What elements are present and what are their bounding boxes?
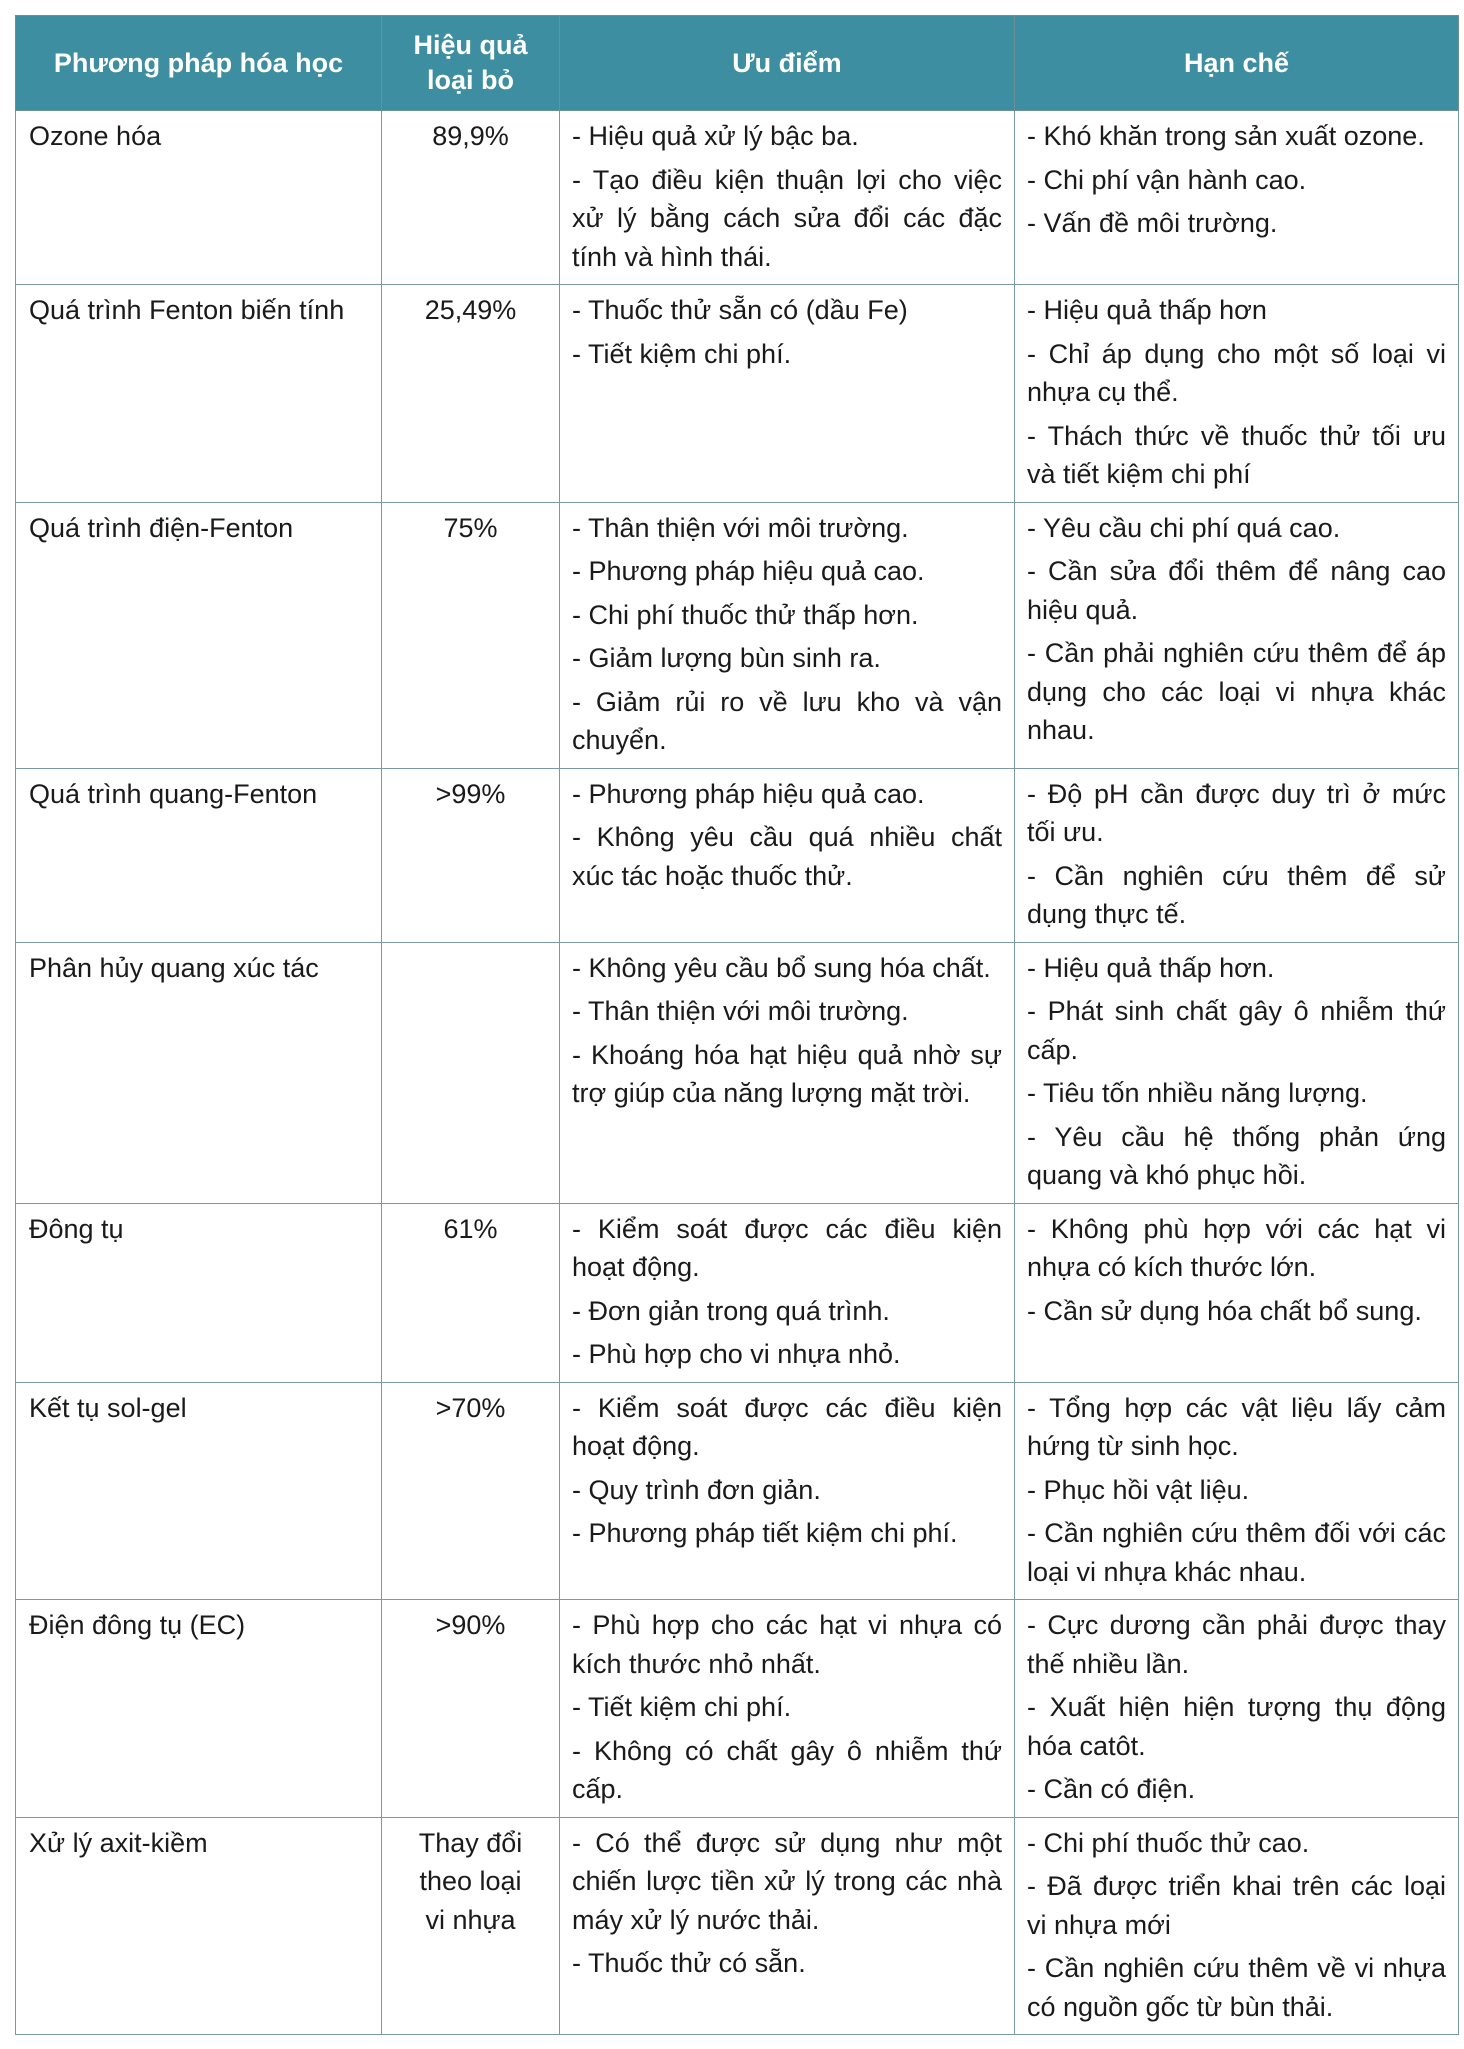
limitations-cell: [1015, 1817, 1459, 2035]
advantage-item: - Chi phí thuốc thử thấp hơn.: [572, 599, 919, 630]
advantage-item: - Kiểm soát được các điều kiện hoạt động.: [572, 1392, 1002, 1461]
advantage-item: - Thân thiện với môi trường.: [572, 512, 909, 543]
limitation-item: - Cần nghiên cứu thêm đối với các loại vi nhựa khác nhau.: [1027, 1518, 1446, 1587]
advantage-item: - Giảm lượng bùn sinh ra.: [572, 643, 881, 673]
limitation-item: - Yêu cầu chi phí quá cao.: [1027, 512, 1341, 543]
advantage-item: - Thuốc thử sẵn có (dầu Fe): [572, 295, 908, 325]
header-efficiency-line2: loại bỏ: [427, 65, 514, 95]
advantage-item: - Thân thiện với môi trường.: [572, 996, 909, 1026]
method-cell: Kết tụ sol-gel: [16, 1382, 382, 1600]
limitations-cell: [1015, 1600, 1459, 1818]
advantage-item: - Thuốc thử có sẵn.: [572, 1948, 806, 1978]
advantage-item: - Phù hợp cho vi nhựa nhỏ.: [572, 1339, 901, 1369]
limitation-item: - Hiệu quả thấp hơn: [1027, 295, 1267, 325]
limitations-cell: [1015, 1382, 1459, 1600]
advantages-cell: [560, 942, 1015, 1203]
advantage-item: - Phương pháp tiết kiệm chi phí.: [572, 1518, 958, 1548]
header-method: Phương pháp hóa học: [16, 16, 382, 111]
limitation-item: - Khó khăn trong sản xuất ozone.: [1027, 121, 1425, 151]
efficiency-cell: [382, 942, 560, 1203]
method-cell: Điện đông tụ (EC): [16, 1600, 382, 1818]
table-body: [16, 111, 1459, 2035]
limitation-item: - Độ pH cần được duy trì ở mức tối ưu.: [1027, 778, 1446, 847]
efficiency-cell: >90%: [382, 1600, 560, 1818]
limitation-item: - Vấn đề môi trường.: [1027, 208, 1278, 238]
limitation-item: - Cần sử dụng hóa chất bổ sung.: [1027, 1295, 1422, 1326]
advantage-item: - Không có chất gây ô nhiễm thứ cấp.: [572, 1735, 1002, 1804]
limitation-item: - Phục hồi vật liệu.: [1027, 1474, 1250, 1505]
limitations-cell: [1015, 942, 1459, 1203]
method-cell: Xử lý axit-kiềm: [16, 1817, 382, 2035]
comparison-table-container: [15, 15, 1458, 2035]
advantages-cell: [560, 285, 1015, 503]
advantages-cell: [560, 1203, 1015, 1382]
advantage-item: - Đơn giản trong quá trình.: [572, 1295, 890, 1326]
limitation-item: - Cần nghiên cứu thêm để sử dụng thực tế.: [1027, 860, 1446, 929]
limitation-item: - Cần sửa đổi thêm để nâng cao hiệu quả.: [1027, 556, 1446, 625]
efficiency-line: Thay đổi: [418, 1827, 523, 1858]
advantage-item: - Tiết kiệm chi phí.: [572, 1692, 792, 1722]
advantage-item: - Phương pháp hiệu quả cao.: [572, 556, 925, 586]
table-row: [16, 1382, 1459, 1600]
advantage-item: - Kiểm soát được các điều kiện hoạt động.: [572, 1213, 1002, 1282]
limitation-item: - Hiệu quả thấp hơn.: [1027, 952, 1275, 983]
header-row: [16, 16, 1459, 111]
efficiency-line: vi nhựa: [425, 1904, 516, 1935]
limitations-cell: [1015, 768, 1459, 942]
efficiency-cell: [382, 1817, 560, 2035]
header-advantages: Ưu điểm: [560, 16, 1015, 111]
chemical-methods-table: [15, 15, 1459, 2035]
limitation-item: - Chi phí vận hành cao.: [1027, 164, 1307, 195]
table-row: [16, 942, 1459, 1203]
table-row: [16, 768, 1459, 942]
limitation-item: - Cần nghiên cứu thêm về vi nhựa có nguồn gốc từ bùn thải.: [1027, 1953, 1446, 2022]
limitation-item: - Yêu cầu hệ thống phản ứng quang và khó phục hồi.: [1027, 1121, 1446, 1190]
advantages-cell: [560, 1817, 1015, 2035]
advantage-item: - Khoáng hóa hạt hiệu quả nhờ sự trợ giúp của năng lượng mặt trời.: [572, 1039, 1002, 1108]
header-limitations: Hạn chế: [1015, 16, 1459, 111]
limitation-item: - Thách thức về thuốc thử tối ưu và tiết kiệm chi phí: [1027, 420, 1446, 489]
limitation-item: - Tiêu tốn nhiều năng lượng.: [1027, 1078, 1368, 1108]
efficiency-cell: 61%: [382, 1203, 560, 1382]
efficiency-cell: 25,49%: [382, 285, 560, 503]
limitation-item: - Tổng hợp các vật liệu lấy cảm hứng từ sinh học.: [1027, 1392, 1446, 1461]
efficiency-line: theo loại: [419, 1866, 522, 1896]
advantages-cell: [560, 768, 1015, 942]
table-row: [16, 502, 1459, 768]
table-row: [16, 1817, 1459, 2035]
limitations-cell: [1015, 285, 1459, 503]
advantages-cell: [560, 1600, 1015, 1818]
advantage-item: - Giảm rủi ro về lưu kho và vận chuyển.: [572, 686, 1002, 755]
limitation-item: - Chi phí thuốc thử cao.: [1027, 1827, 1310, 1858]
limitation-item: - Cực dương cần phải được thay thế nhiều lần.: [1027, 1610, 1446, 1679]
limitations-cell: [1015, 111, 1459, 285]
advantage-item: - Không yêu cầu quá nhiều chất xúc tác hoặc thuốc thử.: [572, 822, 1002, 891]
advantages-cell: [560, 1382, 1015, 1600]
method-cell: Quá trình Fenton biến tính: [16, 285, 382, 503]
table-row: [16, 1600, 1459, 1818]
efficiency-cell: 75%: [382, 502, 560, 768]
header-efficiency-line1: Hiệu quả: [413, 30, 528, 60]
method-cell: Phân hủy quang xúc tác: [16, 942, 382, 1203]
advantage-item: - Tiết kiệm chi phí.: [572, 338, 792, 369]
method-cell: Ozone hóa: [16, 111, 382, 285]
method-cell: Quá trình quang-Fenton: [16, 768, 382, 942]
advantage-item: - Hiệu quả xử lý bậc ba.: [572, 121, 859, 151]
table-row: [16, 285, 1459, 503]
header-efficiency: [382, 16, 560, 111]
method-cell: Quá trình điện-Fenton: [16, 502, 382, 768]
efficiency-cell: >70%: [382, 1382, 560, 1600]
limitations-cell: [1015, 502, 1459, 768]
table-row: [16, 1203, 1459, 1382]
method-cell: Đông tụ: [16, 1203, 382, 1382]
advantage-item: - Có thể được sử dụng như một chiến lược tiền xử lý trong các nhà máy xử lý nước thải.: [572, 1827, 1002, 1935]
efficiency-cell: 89,9%: [382, 111, 560, 285]
advantages-cell: [560, 502, 1015, 768]
efficiency-cell: >99%: [382, 768, 560, 942]
advantage-item: - Không yêu cầu bổ sung hóa chất.: [572, 952, 991, 983]
advantages-cell: [560, 111, 1015, 285]
advantage-item: - Phương pháp hiệu quả cao.: [572, 778, 925, 809]
limitation-item: - Phát sinh chất gây ô nhiễm thứ cấp.: [1027, 996, 1446, 1065]
limitation-item: - Cần có điện.: [1027, 1774, 1196, 1804]
advantage-item: - Phù hợp cho các hạt vi nhựa có kích thước nhỏ nhất.: [572, 1610, 1002, 1679]
table-header: [16, 16, 1459, 111]
limitation-item: - Không phù hợp với các hạt vi nhựa có kích thước lớn.: [1027, 1213, 1446, 1282]
limitation-item: - Xuất hiện hiện tượng thụ động hóa catôt.: [1027, 1692, 1446, 1761]
advantage-item: - Tạo điều kiện thuận lợi cho việc xử lý bằng cách sửa đổi các đặc tính và hình thái.: [572, 164, 1002, 272]
limitation-item: - Chỉ áp dụng cho một số loại vi nhựa cụ thể.: [1027, 338, 1446, 407]
table-row: [16, 111, 1459, 285]
limitations-cell: [1015, 1203, 1459, 1382]
advantage-item: - Quy trình đơn giản.: [572, 1474, 821, 1505]
limitation-item: - Đã được triển khai trên các loại vi nhựa mới: [1027, 1871, 1446, 1940]
limitation-item: - Cần phải nghiên cứu thêm để áp dụng cho các loại vi nhựa khác nhau.: [1027, 638, 1446, 745]
